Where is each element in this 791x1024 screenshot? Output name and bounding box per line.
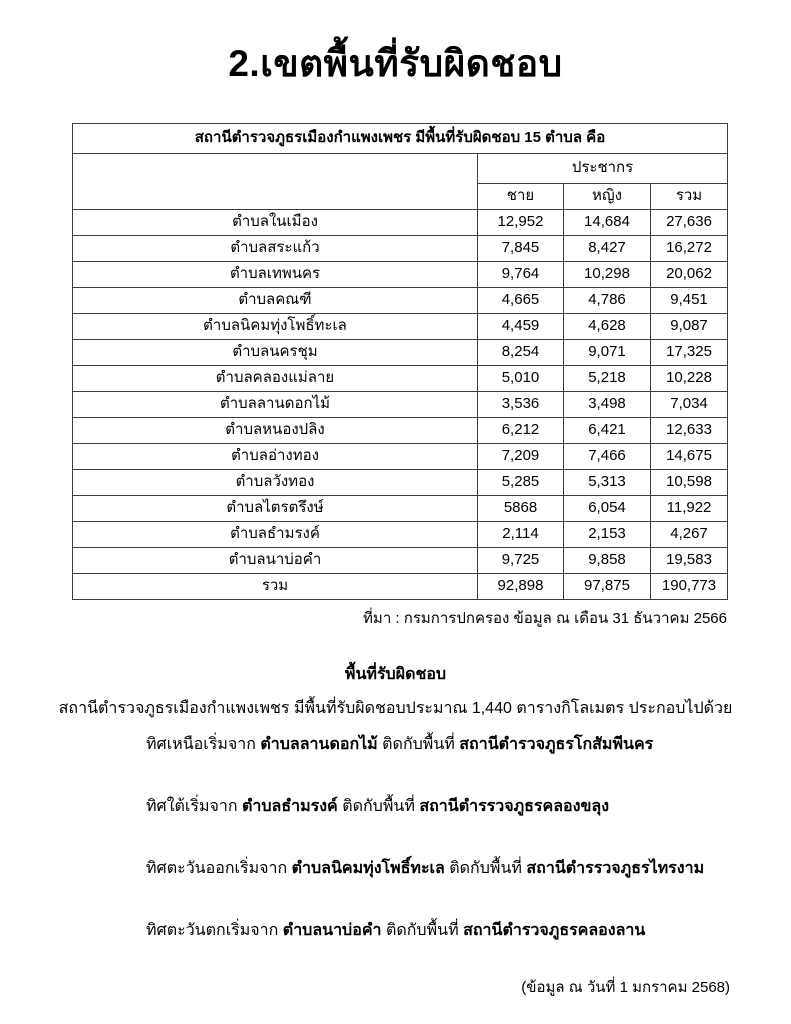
direction-subdistrict: ตำบลนิคมทุ่งโพธิ์ทะเล (291, 860, 445, 877)
directions (0, 721, 791, 943)
female-value: 10,298 (564, 262, 651, 288)
table-row (73, 366, 728, 392)
subdistrict-name: ตำบลอ่างทอง (73, 444, 478, 470)
female-value: 9,858 (564, 548, 651, 574)
subdistrict-name: ตำบลนิคมทุ่งโพธิ์ทะเล (73, 314, 478, 340)
total-value: 10,228 (651, 366, 728, 392)
table-row (73, 548, 728, 574)
male-value: 5868 (478, 496, 564, 522)
male-value: 9,764 (478, 262, 564, 288)
total-value: 14,675 (651, 444, 728, 470)
table-row (73, 288, 728, 314)
direction-middle: ติดกับพื้นที่ (377, 736, 460, 753)
empty-header-cell (73, 154, 478, 210)
direction-station: สถานีตำรรวจภูธรคลองขลุง (419, 798, 609, 815)
subdistrict-name: ตำบลหนองปลิง (73, 418, 478, 444)
total-value: 9,087 (651, 314, 728, 340)
subdistrict-tbody (73, 210, 728, 574)
total-value: 17,325 (651, 340, 728, 366)
male-value: 5,010 (478, 366, 564, 392)
total-row-label: รวม (73, 574, 478, 600)
table-source: ที่มา : กรมการปกครอง ข้อมูล ณ เดือน 31 ธันวาคม 2566 (363, 610, 727, 627)
table-row (73, 262, 728, 288)
table-row (73, 418, 728, 444)
male-value: 8,254 (478, 340, 564, 366)
total-row-male: 92,898 (478, 574, 564, 600)
subdistrict-name: ตำบลนครชุม (73, 340, 478, 366)
direction-station: สถานีตำรรวจภูธรไทรงาม (526, 860, 705, 877)
female-value: 7,466 (564, 444, 651, 470)
total-value: 4,267 (651, 522, 728, 548)
table-row (73, 392, 728, 418)
direction-middle: ติดกับพื้นที่ (381, 922, 464, 939)
direction-subdistrict: ตำบลธำมรงค์ (242, 798, 338, 815)
direction-line (146, 757, 791, 819)
female-value: 5,313 (564, 470, 651, 496)
male-value: 4,665 (478, 288, 564, 314)
total-row (73, 574, 728, 600)
table-row (73, 236, 728, 262)
subdistrict-name: ตำบลสระแก้ว (73, 236, 478, 262)
direction-middle: ติดกับพื้นที่ (337, 798, 420, 815)
column-header-female: หญิง (564, 184, 651, 210)
column-header-total: รวม (651, 184, 728, 210)
table-caption-row (73, 124, 728, 154)
table-row (73, 444, 728, 470)
total-value: 16,272 (651, 236, 728, 262)
male-value: 7,209 (478, 444, 564, 470)
female-value: 3,498 (564, 392, 651, 418)
male-value: 4,459 (478, 314, 564, 340)
female-value: 4,786 (564, 288, 651, 314)
male-value: 12,952 (478, 210, 564, 236)
direction-line (146, 881, 791, 943)
population-table (72, 123, 728, 600)
subdistrict-name: ตำบลคณฑี (73, 288, 478, 314)
table-row (73, 210, 728, 236)
section-heading: พื้นที่รับผิดชอบ (344, 666, 447, 683)
table-row (73, 470, 728, 496)
subdistrict-name: ตำบลเทพนคร (73, 262, 478, 288)
direction-line (146, 721, 791, 757)
female-value: 9,071 (564, 340, 651, 366)
table-caption: สถานีตำรวจภูธรเมืองกำแพงเพชร มีพื้นที่รับผิดชอบ 15 ตำบล คือ (73, 124, 728, 154)
subdistrict-name: ตำบลในเมือง (73, 210, 478, 236)
table-row (73, 522, 728, 548)
direction-prefix: ทิศตะวันตกเริ่มจาก (146, 922, 283, 939)
subdistrict-name: ตำบลวังทอง (73, 470, 478, 496)
male-value: 7,845 (478, 236, 564, 262)
total-value: 19,583 (651, 548, 728, 574)
table-row (73, 340, 728, 366)
total-row-female: 97,875 (564, 574, 651, 600)
total-value: 27,636 (651, 210, 728, 236)
male-value: 5,285 (478, 470, 564, 496)
subdistrict-name: ตำบลธำมรงค์ (73, 522, 478, 548)
total-value: 20,062 (651, 262, 728, 288)
direction-prefix: ทิศเหนือเริ่มจาก (146, 736, 261, 753)
subdistrict-name: ตำบลไตรตรึงษ์ (73, 496, 478, 522)
total-value: 12,633 (651, 418, 728, 444)
male-value: 6,212 (478, 418, 564, 444)
female-value: 14,684 (564, 210, 651, 236)
direction-middle: ติดกับพื้นที่ (444, 860, 527, 877)
column-header-male: ชาย (478, 184, 564, 210)
population-group-header: ประชากร (478, 154, 728, 184)
subdistrict-name: ตำบลนาบ่อคำ (73, 548, 478, 574)
male-value: 2,114 (478, 522, 564, 548)
direction-prefix: ทิศใต้เริ่มจาก (146, 798, 243, 815)
subdistrict-name: ตำบลลานดอกไม้ (73, 392, 478, 418)
direction-subdistrict: ตำบลลานดอกไม้ (260, 736, 378, 753)
direction-line (146, 819, 791, 881)
female-value: 6,054 (564, 496, 651, 522)
group-header-row (73, 154, 728, 184)
male-value: 9,725 (478, 548, 564, 574)
direction-station: สถานีตำรวจภูธรโกสัมพีนคร (459, 736, 654, 753)
direction-prefix: ทิศตะวันออกเริ่มจาก (146, 860, 292, 877)
female-value: 6,421 (564, 418, 651, 444)
footnote: (ข้อมูล ณ วันที่ 1 มกราคม 2568) (521, 979, 730, 996)
subdistrict-name: ตำบลคลองแม่ลาย (73, 366, 478, 392)
total-value: 7,034 (651, 392, 728, 418)
total-row-total: 190,773 (651, 574, 728, 600)
section-intro: สถานีตำรวจภูธรเมืองกำแพงเพชร มีพื้นที่รับผิดชอบประมาณ 1,440 ตารางกิโลเมตร ประกอบไปด้วย (58, 700, 733, 717)
total-value: 10,598 (651, 470, 728, 496)
total-value: 11,922 (651, 496, 728, 522)
total-value: 9,451 (651, 288, 728, 314)
male-value: 3,536 (478, 392, 564, 418)
female-value: 8,427 (564, 236, 651, 262)
table-row (73, 314, 728, 340)
female-value: 2,153 (564, 522, 651, 548)
female-value: 4,628 (564, 314, 651, 340)
page-title: 2.เขตพื้นที่รับผิดชอบ (228, 43, 563, 84)
female-value: 5,218 (564, 366, 651, 392)
table-row (73, 496, 728, 522)
direction-station: สถานีตำรวจภูธรคลองลาน (463, 922, 646, 939)
direction-subdistrict: ตำบลนาบ่อคำ (282, 922, 382, 939)
